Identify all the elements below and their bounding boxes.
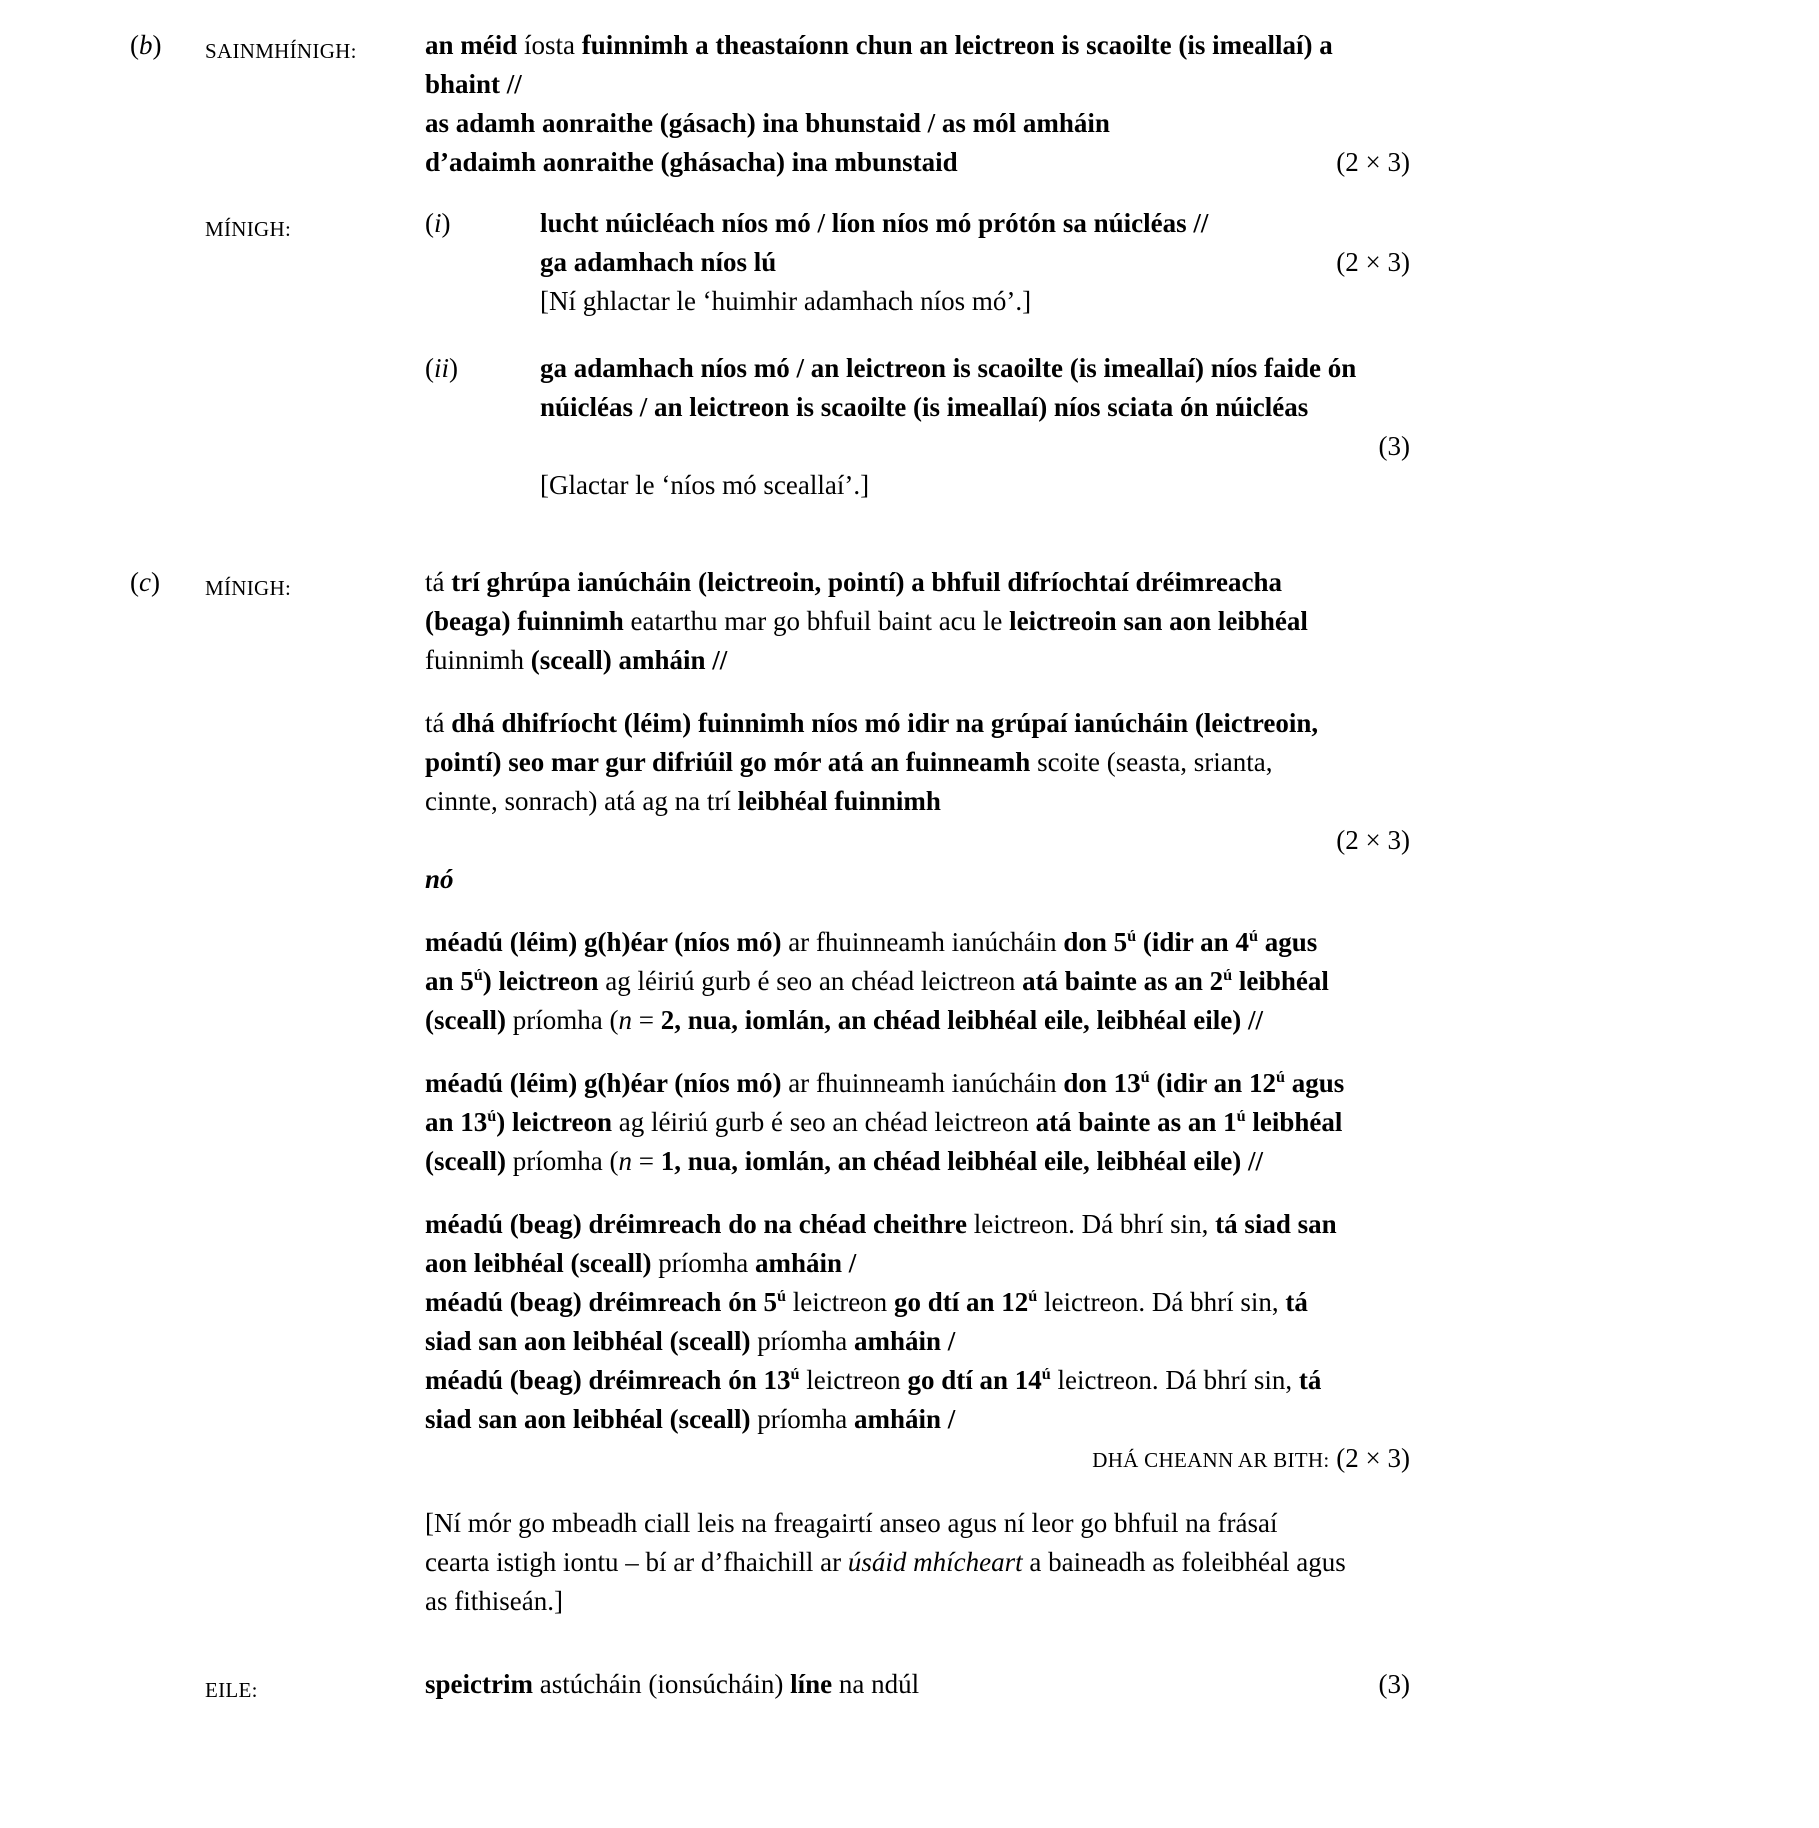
section-b-explain-ii	[0, 349, 1819, 505]
or-label: nó	[425, 864, 454, 894]
answer-body: lucht núicléach níos mó / líon níos mó prótón sa núicléas // ga adamhach níos lú	[540, 208, 1209, 277]
explain-i-answer-text	[540, 204, 1410, 282]
c-paragraph-5: méadú (beag) dréimreach do na chéad cheithre leictreon. Dá bhrí sin, tá siad san aon leibhéal (sceall) príomha amháin / méadú (beag) dréimreach ón $5^ú$ leictreon go dtí an $12^ú$ leictreon. Dá bhrí sin, tá siad san aon leibhéal (sceall) príomha amháin / méadú (beag) dréimreach ón $13^ú$ leictreon go dtí an $14^ú$ leictreon. Dá bhrí sin, tá siad san aon leibhéal (sceall) príomha amháin /	[425, 1209, 1337, 1434]
definition-answer-text	[425, 26, 1410, 182]
section-b-explain-i	[0, 204, 1819, 321]
marks-value: (3)	[1378, 1669, 1410, 1699]
answer-body: speictrim astúcháin (ionsúcháin) líne na ndúl	[425, 1669, 920, 1699]
section-b-definition	[0, 26, 1819, 182]
marks-value: (2 × 3)	[1336, 247, 1410, 277]
part-label-b: (b)	[130, 30, 162, 60]
either-two-label: DHÁ CHEANN AR BITH:	[1092, 1448, 1330, 1472]
examiner-note: [Ní ghlactar le ‘huimhir adamhach níos mó’.]	[540, 286, 1032, 316]
other-answer-text	[425, 1665, 1410, 1704]
answer-body: an méid íosta fuinnimh a theastaíonn chun an leictreon is scaoilte (is imeallaí) a bhaint // as adamh aonraithe (gásach) ina bhunstaid / as mól amháin d’adaimh aonraithe (ghásacha) ina mbunstaid	[425, 30, 1333, 177]
c-paragraph-3: méadú (léim) g(h)éar (níos mó) ar fhuinneamh ianúcháin don $5^ú$ (idir an $4^ú$ agus an $5^ú$) leictreon ag léiriú gurb é seo an chéad leictreon atá bainte as an $2^ú$ leibhéal (sceall) príomha (n = 2, nua, iomlán, an chéad leibhéal eile, leibhéal eile) //	[425, 927, 1329, 1035]
explain-ii-answer-text	[540, 349, 1410, 427]
section-c	[0, 563, 1819, 1621]
item-numeral-ii: (ii)	[425, 353, 459, 383]
task-label-eile: EILE:	[205, 1678, 258, 1702]
marks-value: (2 × 3)	[1336, 825, 1410, 855]
task-label-sainmhinigh: SAINMHÍNIGH:	[205, 39, 357, 63]
marks-value: (2 × 3)	[1336, 1443, 1410, 1473]
marks-value: (2 × 3)	[1336, 147, 1410, 177]
item-numeral-i: (i)	[425, 208, 451, 238]
either-two-marks-line	[425, 1439, 1410, 1480]
section-c-other	[0, 1665, 1819, 1710]
task-label-minigh: MÍNIGH:	[205, 576, 292, 600]
c-paragraph-1: tá trí ghrúpa ianúcháin (leictreoin, pointí) a bhfuil difríochtaí dréimreacha (beaga) fuinnimh eatarthu mar go bhfuil baint acu le leictreoin san aon leibhéal fuinnimh (sceall) amháin //	[425, 567, 1308, 675]
marks-value: (3)	[1378, 431, 1410, 461]
examiner-note: [Glactar le ‘níos mó sceallaí’.]	[540, 470, 870, 500]
c-paragraph-2: tá dhá dhifríocht (léim) fuinnimh níos mó idir na grúpaí ianúcháin (leictreoin, pointí) seo mar gur difriúil go mór atá an fuinneamh scoite (seasta, srianta, cinnte, sonrach) atá ag na trí leibhéal fuinnimh	[425, 708, 1319, 816]
task-label-minigh: MÍNIGH:	[205, 217, 292, 241]
task-label-spacer	[205, 349, 425, 355]
part-label-c: (c)	[130, 567, 160, 597]
c-paragraph-4: méadú (léim) g(h)éar (níos mó) ar fhuinneamh ianúcháin don $13^ú$ (idir an $12^ú$ agus an $13^ú$) leictreon ag léiriú gurb é seo an chéad leictreon atá bainte as an $1^ú$ leibhéal (sceall) príomha (n = 1, nua, iomlán, an chéad leibhéal eile, leibhéal eile) //	[425, 1068, 1345, 1176]
examiner-note: [Ní mór go mbeadh ciall leis na freagairtí anseo agus ní leor go bhfuil na frásaí cearta istigh iontu – bí ar d’fhaichill ar úsáid mhícheart a baineadh as foleibhéal agus as fithiseán.]	[425, 1508, 1346, 1616]
answer-body: ga adamhach níos mó / an leictreon is scaoilte (is imeallaí) níos faide ón núicléas / an leictreon is scaoilte (is imeallaí) níos sciata ón núicléas	[540, 353, 1357, 422]
